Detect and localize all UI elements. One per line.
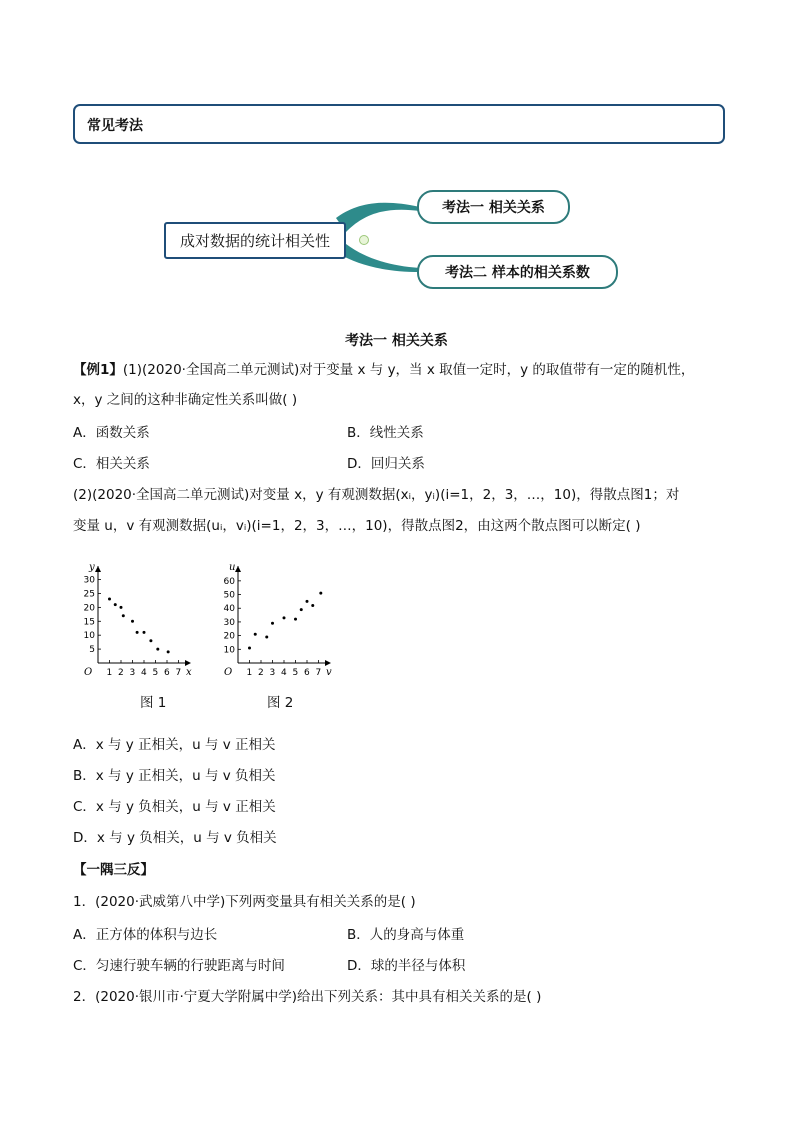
x-axis-arrow: [325, 660, 331, 666]
origin-label: O: [84, 667, 93, 678]
data-point: [265, 635, 268, 638]
example-q1-option-d: D．回归关系: [347, 456, 425, 472]
y-tick-label: 20: [223, 631, 235, 642]
practice-q1-option-c: C．匀速行驶车辆的行驶距离与时间: [73, 958, 285, 974]
x-axis-label: v: [326, 667, 332, 678]
y-tick-label: 60: [223, 576, 235, 587]
x-axis-label: x: [186, 667, 192, 678]
topic-title: 考法一 相关关系: [345, 333, 448, 349]
section-header-box: [73, 104, 725, 144]
x-tick-label: 7: [315, 668, 322, 678]
y-axis-arrow: [235, 566, 241, 572]
example-prefix: 【例1】: [73, 362, 123, 378]
x-tick-label: 1: [246, 668, 253, 678]
data-point: [271, 622, 274, 625]
mindmap-root-node: 成对数据的统计相关性: [164, 222, 346, 259]
example-q2-option-a: A．x 与 y 正相关，u 与 v 正相关: [73, 737, 276, 753]
y-tick-label: 30: [83, 575, 95, 586]
y-tick-label: 5: [89, 645, 95, 656]
y-tick-label: 30: [223, 617, 235, 628]
y-tick-label: 40: [223, 604, 235, 615]
data-point: [283, 616, 286, 619]
example-q2-option-c: C．x 与 y 负相关，u 与 v 正相关: [73, 799, 276, 815]
x-tick-label: 2: [118, 668, 124, 678]
y-tick-label: 10: [83, 631, 95, 642]
data-point: [319, 592, 322, 595]
data-point: [254, 633, 257, 636]
data-point: [131, 620, 134, 623]
x-tick-label: 6: [164, 668, 170, 678]
data-point: [300, 608, 303, 611]
x-tick-label: 5: [292, 668, 299, 678]
x-tick-label: 3: [269, 668, 276, 678]
origin-label: O: [224, 667, 233, 678]
data-point: [136, 631, 139, 634]
data-point: [149, 639, 152, 642]
x-tick-label: 3: [129, 668, 136, 678]
example-q2-option-d: D．x 与 y 负相关，u 与 v 负相关: [73, 830, 277, 846]
data-point: [248, 646, 251, 649]
data-point: [122, 614, 125, 617]
mindmap-branch-1: 考法一 相关关系: [417, 190, 570, 224]
x-tick-label: 4: [281, 668, 287, 678]
practice-heading: 【一隅三反】: [73, 862, 154, 878]
example-q1-line2: x，y 之间的这种非确定性关系叫做( ): [73, 392, 298, 408]
chart-1-caption: 图 1: [140, 695, 167, 711]
data-point: [156, 648, 159, 651]
x-tick-label: 6: [304, 668, 310, 678]
y-tick-label: 10: [223, 645, 235, 656]
practice-q1-option-d: D．球的半径与体积: [347, 958, 466, 974]
example-q1-option-b: B．线性关系: [347, 425, 424, 441]
x-axis-arrow: [185, 660, 191, 666]
mindmap-branch-2: 考法二 样本的相关系数: [417, 255, 618, 289]
y-axis-label: y: [89, 562, 95, 573]
data-point: [114, 603, 117, 606]
data-point: [120, 606, 123, 609]
x-tick-label: 1: [106, 668, 113, 678]
example-q2-option-b: B．x 与 y 正相关，u 与 v 负相关: [73, 768, 276, 784]
example-q1-option-c: C．相关关系: [73, 456, 150, 472]
x-tick-label: 5: [152, 668, 159, 678]
data-point: [311, 604, 314, 607]
y-tick-label: 15: [83, 617, 95, 628]
y-axis-label: u: [229, 562, 236, 573]
x-tick-label: 4: [141, 668, 147, 678]
example-q1-option-a: A．函数关系: [73, 425, 150, 441]
practice-q1-stem: 1．(2020·武威第八中学)下列两变量具有相关关系的是( ): [73, 894, 416, 910]
scatter-chart-2: [218, 560, 353, 685]
example-q2-line2: 变量 u，v 有观测数据(uᵢ，vᵢ)(i=1，2，3，…，10)，得散点图2，由这两个散点图可以断定( ): [73, 518, 641, 534]
example-q1-line1: 【例1】(1)(2020·全国高二单元测试)对于变量 x 与 y，当 x 取值一定时，y 的取值带有一定的随机性，: [73, 362, 695, 378]
connector-lower: [336, 244, 420, 272]
section-title: 常见考法: [87, 118, 143, 134]
y-tick-label: 20: [83, 603, 95, 614]
practice-q2-stem: 2．(2020·银川市·宁夏大学附属中学)给出下列关系：其中具有相关关系的是( ): [73, 989, 542, 1005]
x-tick-label: 2: [258, 668, 264, 678]
data-point: [143, 631, 146, 634]
scatter-chart-1: [78, 560, 213, 685]
collapse-dot: [360, 236, 369, 245]
practice-q1-option-b: B．人的身高与体重: [347, 927, 465, 943]
example-q2-line1: (2)(2020·全国高二单元测试)对变量 x，y 有观测数据(xᵢ，yᵢ)(i=1，2，3，…，10)，得散点图1；对: [73, 487, 680, 503]
chart-2-caption: 图 2: [267, 695, 294, 711]
y-tick-label: 25: [83, 589, 95, 600]
data-point: [108, 598, 111, 601]
connector-upper: [336, 203, 420, 232]
y-tick-label: 50: [223, 590, 235, 601]
x-tick-label: 7: [175, 668, 182, 678]
practice-q1-option-a: A．正方体的体积与边长: [73, 927, 218, 943]
data-point: [294, 618, 297, 621]
data-point: [167, 650, 170, 653]
y-axis-arrow: [95, 566, 101, 572]
data-point: [306, 600, 309, 603]
